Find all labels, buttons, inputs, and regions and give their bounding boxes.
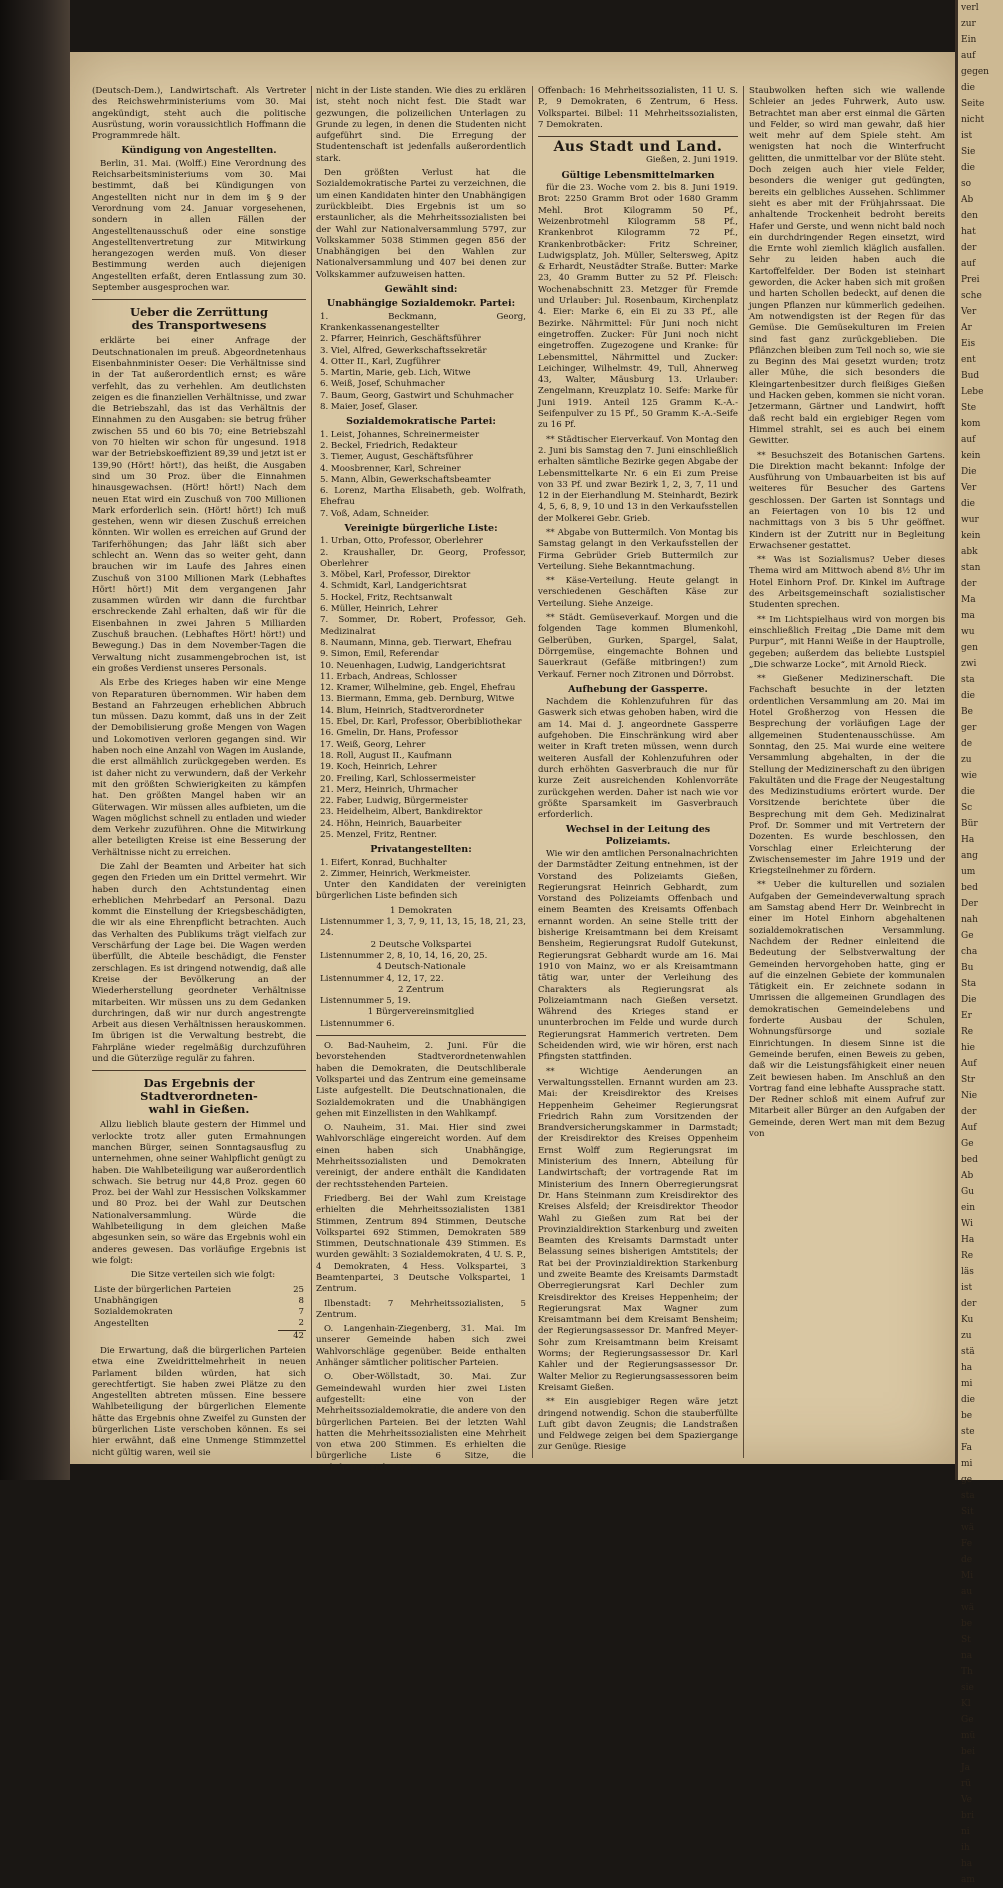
- strip-fragment: Fa: [961, 1443, 972, 1453]
- strip-fragment: Die: [961, 995, 977, 1005]
- strip-fragment: Kl: [961, 1699, 971, 1709]
- strip-fragment: Ma: [961, 595, 976, 605]
- strip-fragment: ge: [961, 1475, 973, 1485]
- strip-fragment: Eis: [961, 339, 976, 349]
- paragraph: ** Städt. Gemüseverkauf. Morgen und die folgenden Tage kommen Blumenkohl, Gelberüben, Gurken, Spargel, Salat, Dörrgemüse, eingemachte Bohnen und Sauerkraut (Gefäße mitbringen!) zum Verkauf. Ferner noch Zitronen und Dörrobst.: [538, 613, 738, 680]
- party-label: 4 Deutsch-Nationale: [376, 962, 466, 973]
- strip-fragment: mi: [961, 1379, 973, 1389]
- strip-fragment: läs: [961, 1267, 974, 1277]
- strip-fragment: die: [961, 499, 975, 509]
- list-item: 15. Ebel, Dr. Karl, Professor, Oberbibliothekar: [320, 717, 522, 728]
- paragraph: für die 23. Woche vom 2. bis 8. Juni 1919. Brot: 2250 Gramm Brot oder 1680 Gramm Mehl. Brot Kilogramm 50 Pf., Weizenbrotmehl Kilogramm 58 Pf., Krankenbrot Kilogramm 72 Pf., Krankenbrotbäcker: Fritz Schreiner, Ludwigsplatz, Joh. Müller, Seltersweg, Apitz & Erhardt, Neustädter Straße. Butter: Marke 23, 40 Gramm Butter zu 52 Pf. Fleisch: Wochenabschnitt 23. Metzger für Fremde und Urlauber: Jul. Rosenbaum, Kirchenplatz 4. Eier: Marke 6, ein Ei zu 33 Pf., alle Bezirke. Nährmittel: Für Juni noch nicht eingetroffen. Zucker: Für Juni noch nicht eingetroffen. Zugezogene und Kranke: für Lebensmittel, Nährmittel und Zucker: Leichinger, Wilhelmstr. 49, Tull, Ahnerweg 43, Walter, Mäusburg 13. Urlauber: Zengelmann, Kreuzplatz 10. Seife: Marke für Juni 1919. Anteil 125 Gramm K.-A.-Seifenpulver zu 15 Pf., 50 Gramm K.-A.-Seife zu 16 Pf.: [538, 183, 738, 431]
- separator: [92, 299, 306, 300]
- paragraph: ** Ein ausgiebiger Regen wäre jetzt dringend notwendig. Schon die stauberfüllte Luft gibt davon Zeugnis; die Landstraßen und Feldwege zeigen bei dem Spaziergange zur Genüge. Riesige: [538, 1397, 738, 1453]
- strip-fragment: hat: [961, 227, 976, 237]
- list-item: 2. Pfarrer, Heinrich, Geschäftsführer: [320, 334, 481, 345]
- strip-fragment: Ku: [961, 1315, 974, 1325]
- list-item: 4. Moosbrenner, Karl, Schreiner: [320, 463, 461, 474]
- strip-fragment: Ge: [961, 1139, 974, 1149]
- strip-fragment: na: [961, 1651, 973, 1661]
- strip-fragment: stan: [961, 563, 981, 573]
- paragraph: ** Besuchszeit des Botanischen Gartens. Die Direktion macht bekannt: Infolge der Ausführung von Umbauarbeiten ist bis auf weiteres für Besucher des Gartens geschlossen. Der Garten ist Sonntags und an Feiertagen von 10 bis 12 und nachmittags von 3 bis 5 Uhr geöffnet. Kindern ist der Zutritt nur in Begleitung Erwachsener gestattet.: [749, 450, 945, 551]
- strip-fragment: stä: [961, 1347, 975, 1357]
- strip-fragment: die: [961, 1395, 975, 1405]
- strip-fragment: um: [961, 867, 976, 877]
- strip-fragment: sta: [961, 1491, 975, 1501]
- list-item: 18. Roll, August II., Kaufmann: [320, 750, 452, 761]
- headline-line: wahl in Gießen.: [148, 1102, 250, 1117]
- subheading: Gültige Lebensmittelmarken: [561, 169, 715, 181]
- strip-fragment: Ve: [961, 1795, 972, 1805]
- list-item: 5. Hockel, Fritz, Rechtsanwalt: [320, 592, 453, 603]
- paragraph: Die Zahl der Beamten und Arbeiter hat sich gegen den Frieden um ein Drittel vermehrt. Wir haben durch den Achtstundentag einen erheblichen Mehrbedarf an Personal. Dazu kommt die Einstellung der Kriegsbeschädigten, die wir als eine Ehrenpflicht betrachten. Auch das Verhalten des Publikums trägt vielfach zur Verschärfung der Lage bei. Die Wagen werden überfüllt, die Abteile beschädigt, die Fenster zerschlagen. Es ist dringend notwendig, daß alle Kreise der Bevölkerung an der Wiederherstellung geordneter Verhältnisse mitarbeiten. Wir müssen uns zu dem Gedanken durchringen, daß wir nur durch angestrengte Arbeit aus diesen Verhältnissen herauskommen. Im übrigen ist die Verwaltung bestrebt, die Fahrpläne wieder regelmäßig durchzuführen und die Güterzüge regulär zu fahren.: [92, 862, 306, 1065]
- paragraph: Als Erbe des Krieges haben wir eine Menge von Reparaturen übernommen. Wir haben dem Bestand an Fahrzeugen erheblichen Abbruch tun müssen. Dazu kommt, daß uns in der Zeit der Demobilisierung große Mengen von Wagen und Lokomotiven verloren gegangen sind. Wir haben noch eine Anzahl von Wagen im Auslande, die erst allmählich zurückgegeben werden. Es ist daher nicht zu verwundern, daß der Verkehr mit den größten Schwierigkeiten zu kämpfen hat. Den größten Mangel haben wir an Güterwagen. Wir müssen alles aufbieten, um die Wagen möglichst schnell zu entladen und wieder dem Verkehr zuzuführen. Ohne die Mitwirkung aller beteiligten Kreise ist eine Besserung der Verhältnisse nicht zu erreichen.: [92, 678, 306, 858]
- strip-fragment: den: [961, 211, 978, 221]
- strip-fragment: bei: [961, 1747, 975, 1757]
- strip-fragment: be: [961, 1411, 973, 1421]
- strip-fragment: die: [961, 163, 975, 173]
- strip-fragment: mi: [961, 1459, 973, 1469]
- strip-fragment: bri: [961, 1811, 974, 1821]
- list-item: 10. Neuenhagen, Ludwig, Landgerichtsrat: [320, 660, 506, 671]
- strip-fragment: Sc: [961, 803, 973, 813]
- party-cell: Angestellten: [94, 1318, 149, 1329]
- seat-total-cell: 42: [278, 1330, 306, 1342]
- dateline: Gießen, 2. Juni 1919.: [645, 155, 738, 166]
- paragraph: ** Im Lichtspielhaus wird von morgen bis einschließlich Freitag „Die Dame mit dem Purpur“, mit Hanni Weiße in der Hauptrolle, gegeben; außerdem das beliebte Lustspiel „Die schwarze Locke“, mit Arnold Rieck.: [749, 614, 945, 670]
- strip-fragment: Ab: [961, 195, 974, 205]
- party-label: 2 Deutsche Volkspartei: [370, 939, 472, 950]
- strip-fragment: Ein: [961, 35, 977, 45]
- list-item: 6. Müller, Heinrich, Lehrer: [320, 604, 438, 615]
- strip-fragment: Be: [961, 707, 973, 717]
- strip-fragment: abk: [961, 547, 978, 557]
- strip-fragment: Ver: [961, 483, 977, 493]
- strip-fragment: Der: [961, 899, 978, 909]
- strip-fragment: der: [961, 579, 977, 589]
- strip-fragment: Seite: [961, 99, 985, 109]
- strip-fragment: Re: [961, 1251, 974, 1261]
- list-numbers: Listennummer 2, 8, 10, 14, 16, 20, 25.: [320, 950, 488, 961]
- strip-fragment: gegen: [961, 67, 989, 77]
- party-cell: Sozialdemokraten: [94, 1307, 173, 1318]
- list-numbers: Listennummer 1, 3, 7, 9, 11, 13, 15, 18, 21, 23, 24.: [320, 917, 526, 939]
- list-item: 20. Freiling, Karl, Schlossermeister: [320, 773, 476, 784]
- strip-fragment: cha: [961, 947, 978, 957]
- strip-fragment: Fe: [961, 1539, 973, 1549]
- strip-fragment: bed: [961, 883, 978, 893]
- subheading: Unabhängige Sozialdemokr. Partei:: [326, 298, 516, 310]
- paragraph: ** Käse-Verteilung. Heute gelangt in verschiedenen Geschäften Käse zur Verteilung. Siehe Anzeige.: [538, 576, 738, 609]
- list-item: 3. Viel, Alfred, Gewerkschaftssekretär: [320, 345, 487, 356]
- paragraph: Nachdem die Kohlenzufuhren für das Gaswerk sich etwas gehoben haben, wird die am 14. Mai d. J. angeordnete Gassperre aufgehoben. Die Einschränkung wird aber weiter in Kraft treten müssen, wenn durch weiteren Ausfall der Kohlenzufuhren oder durch erhöhten Gasverbrauch die nur für kurze Zeit ausreichenden Kohlenvorräte zurückgehen werden. Daher ist nach wie vor größte Sparsamkeit im Gasverbrauch erforderlich.: [538, 697, 738, 821]
- strip-fragment: de: [961, 1555, 973, 1565]
- headline: [92, 1077, 306, 1116]
- strip-fragment: der: [961, 243, 977, 253]
- table-row: [92, 1296, 306, 1307]
- list-item: 7. Sommer, Dr. Robert, Professor, Geh. Medizinalrat: [320, 615, 526, 637]
- paragraph: Den größten Verlust hat die Sozialdemokratische Partei zu verzeichnen, die um einen Kandidaten hinter den Unabhängigen zurückbleibt. Dies Ergebnis ist um so erstaunlicher, als die Mehrheitssozialisten bei der Wahl zur Nationalversammlung 5797, zur Volkskammer 5038 Stimmen gegen 856 der Unabhängigen bei den Wahlen zur Nationalversammlung und 407 bei denen zur Volkskammer aufzuweisen hatten.: [316, 168, 526, 280]
- headline: Kündigung von Angestellten.: [121, 145, 277, 157]
- strip-fragment: Ste: [961, 403, 977, 413]
- strip-fragment: ent: [961, 355, 976, 365]
- list-item: 19. Koch, Heinrich, Lehrer: [320, 762, 437, 773]
- strip-fragment: wu: [961, 627, 975, 637]
- headline-line: des Transportwesens: [131, 318, 267, 333]
- subheading: Vereinigte bürgerliche Liste:: [344, 522, 498, 534]
- paragraph: Die Erwartung, daß die bürgerlichen Parteien etwa eine Zweidrittelmehrheit in neuen Parlament bilden würden, hat sich gerechtfertigt. Sie haben zwei Plätze zu den Angestellten abtreten müssen. Eine bessere Wahlbeteiligung der bürgerlichen Elemente hätte das Ergebnis ohne Zweifel zu Gunsten der bürgerlichen Liste verschoben können. Es sei hier erwähnt, daß eine Unmenge Stimmzettel nicht gültig waren, weil sie: [92, 1345, 306, 1458]
- party-cell: Unabhängigen: [94, 1295, 158, 1306]
- strip-fragment: kein: [961, 531, 981, 541]
- paragraph: Unter den Kandidaten der vereinigten bürgerlichen Liste befinden sich: [316, 880, 526, 902]
- strip-fragment: sta: [961, 675, 975, 685]
- column-3: [538, 86, 738, 1458]
- strip-fragment: St: [961, 1635, 971, 1645]
- paragraph: Allzu lieblich blaute gestern der Himmel und verlockte trotz aller guten Ermahnungen manchen Bürger, seinen Sonntagsausflug zu unternehmen, ohne seiner Wahlpflicht genügt zu haben. Die Wahlbeteiligung war außerordentlich schwach. Sie betrug nur 44,8 Proz. gegen 60 Proz. bei der Wahl zur Hessischen Volkskammer und 80 Proz. bei der Wahl zur Deutschen Nationalversammlung. Würde die Wahlbeteiligung in dem gleichen Maße abgesunken sein, so wäre das Ergebnis wohl ein anderes gewesen. Das vorläufige Ergebnis ist wie folgt:: [92, 1120, 306, 1266]
- paragraph: Friedberg. Bei der Wahl zum Kreistage erhielten die Mehrheitssozialisten 1381 Stimmen, Zentrum 894 Stimmen, Deutsche Volkspartei 692 Stimmen, Demokraten 589 Stimmen, Deutschnationale 439 Stimmen. Es wurden gewählt: 3 Sozialdemokraten, 4 U. S. P., 4 Demokraten, 4 Hess. Volkspartei, 3 Beamtenpartei, 3 Deutsche Volkspartei, 1 Zentrum.: [316, 1193, 526, 1295]
- strip-fragment: Ver: [961, 307, 977, 317]
- strip-fragment: Ha: [961, 835, 975, 845]
- paragraph: O. Bad-Nauheim, 2. Juni. Für die bevorstehenden Stadtverordnetenwahlen haben die Demokraten, die Deutschliberale Volkspartei und das Zentrum eine gemeinsame Liste aufgestellt. Die Deutschnationalen, die Sozialdemokraten und die Unabhängigen gehen mit Einzellisten in den Wahlkampf.: [316, 1041, 526, 1119]
- strip-fragment: der: [961, 1299, 977, 1309]
- list-item: 1. Leist, Johannes, Schreinermeister: [320, 429, 480, 440]
- list-item: 13. Biermann, Emma, geb. Dernburg, Witwe: [320, 694, 515, 705]
- seat-count-cell: 7: [298, 1307, 304, 1318]
- strip-fragment: Sit: [961, 1507, 974, 1517]
- strip-fragment: Re: [961, 1027, 974, 1037]
- candidate-list: [316, 430, 526, 520]
- table-total-row: [92, 1330, 306, 1342]
- list-item: 14. Blum, Heinrich, Stadtverordneter: [320, 705, 484, 716]
- strip-fragment: so: [961, 179, 972, 189]
- list-item: 6. Weiß, Josef, Schuhmacher: [320, 379, 445, 390]
- paragraph: nicht in der Liste standen. Wie dies zu erklären ist, steht noch nicht fest. Die Stadt war gezwungen, die polizeilichen Unterlagen zu Grunde zu legen, in denen die Studenten nicht aufgeführt sind. Die Erregung der Studentenschaft ist jedenfalls außerordentlich stark.: [316, 86, 526, 164]
- list-item: 24. Höhn, Heinrich, Bauarbeiter: [320, 818, 462, 829]
- strip-fragment: die: [961, 787, 975, 797]
- list-numbers: Listennummer 4, 12, 17, 22.: [320, 973, 444, 984]
- strip-fragment: zu: [961, 1331, 972, 1341]
- list-item: 8. Maier, Josef, Glaser.: [320, 402, 418, 413]
- paragraph: ** Ueber die kulturellen und sozialen Aufgaben der Gemeindeverwaltung sprach am Samstag abend Herr Dr. Weinbrecht in einer im Hotel Einhorn abgehaltenen sozialdemokratischen Versammlung. Nachdem der Redner einleitend die Bedeutung der Selbstverwaltung der Gemeinden hervorgehoben hatte, ging er auf die einzelnen Gebiete der kommunalen Tätigkeit ein. Er zeichnete sodann in Umrissen die allgemeinen Grundlagen des demokratischen Gemeindelebens und forderte Ausbau der Schulen, Wohnungsfürsorge und soziale Einrichtungen. In diesem Sinne ist die Gemeinde berufen, einen Beweis zu geben, daß wir die Leistungsfähigkeit einer neuen Zeit bewiesen haben. Im Anschluß an den Vortrag fand eine lebhafte Aussprache statt. Der Redner schloß mit einem Aufruf zur Mitarbeit aller Bürger an den Aufgaben der Gemeinde, deren Wert man mit dem Bezug von: [749, 880, 945, 1140]
- list-item: 1. Beckmann, Georg, Krankenkassenangestellter: [320, 311, 526, 333]
- list-item: 7. Voß, Adam, Schneider.: [320, 508, 430, 519]
- paragraph: O. Ober-Wöllstadt, 30. Mai. Zur Gemeindewahl wurden hier zwei Listen aufgestellt: eine von der Mehrheitssozialdemokratie, die andere von den bürgerlichen Parteien. Bei der letzten Wahl hatten die Mehrheitssozialisten eine Mehrheit von etwa 200 Stimmen. Es erhielten die bürgerliche Liste 6 Sitze, die Mehrheitssozialisten 6 Sitze.: [316, 1372, 526, 1473]
- strip-fragment: Sta: [961, 979, 977, 989]
- strip-fragment: Ab: [961, 1171, 974, 1181]
- strip-fragment: de: [961, 739, 973, 749]
- paragraph: O. Langenhain-Ziegenberg, 31. Mai. Im unserer Gemeinde haben sich zwei Wahlvorschläge gegenüber. Beide enthalten Anhänger sämtlicher politischer Parteien.: [316, 1324, 526, 1369]
- strip-fragment: Ge: [961, 1715, 974, 1725]
- subheading: Gewählt sind:: [384, 284, 458, 296]
- strip-fragment: zu: [961, 755, 972, 765]
- strip-fragment: Bud: [961, 371, 980, 381]
- strip-fragment: zwi: [961, 659, 977, 669]
- strip-fragment: Nie: [961, 1091, 978, 1101]
- list-item: 9. Simon, Emil, Referendar: [320, 649, 439, 660]
- strip-fragment: mü: [961, 1731, 976, 1741]
- separator: [92, 1070, 306, 1071]
- list-item: 4. Schmidt, Karl, Landgerichtsrat: [320, 581, 467, 592]
- strip-fragment: Die: [961, 467, 977, 477]
- list-item: 3. Tiemer, August, Geschäftsführer: [320, 452, 473, 463]
- list-item: 2. Beckel, Friedrich, Redakteur: [320, 440, 458, 451]
- book-binding-edge: [0, 0, 70, 1480]
- strip-fragment: auf: [961, 435, 976, 445]
- list-item: 11. Erbach, Andreas, Schlosser: [320, 671, 457, 682]
- strip-fragment: Auf: [961, 1059, 977, 1069]
- strip-fragment: kom: [961, 419, 981, 429]
- strip-fragment: wä: [961, 1603, 975, 1613]
- strip-fragment: ger: [961, 723, 977, 733]
- seat-count-cell: 8: [298, 1295, 304, 1306]
- strip-fragment: Gu: [961, 1187, 974, 1197]
- seat-count-cell: 25: [293, 1284, 304, 1295]
- subheading: Wechsel in der Leitung des Polizeiamts.: [565, 824, 711, 847]
- strip-fragment: Prei: [961, 275, 980, 285]
- column-rule: [532, 86, 533, 1458]
- paragraph: Wie wir den amtlichen Personalnachrichten der Darmstädter Zeitung entnehmen, ist der Vorstand des Polizeiamts Gießen, Regierungsrat Heinrich Gebhardt, zum Vorstand des Polizeiamts Offenbach und einem Beamten des Kreisamts Offenbach ernannt worden. An seine Stelle tritt der bisherige Kreisamtmann bei dem Kreisamt Bensheim, Regierungsrat Rudolf Gutekunst, Regierungsrat Gebhardt wurde am 16. Mai 1910 von Mainz, wo er als Kreisamtmann tätig war, unter der Verleihung des Charakters als Regierungsrat als Polizeiamtmann nach Gießen versetzt. Während des Krieges stand er ununterbrochen im Felde und wurde durch Regierungsrat Hammerich vertreten. Dem Scheidenden wird, wie wir hören, erst nach Pfingsten stattfinden.: [538, 849, 738, 1063]
- column-4: [749, 86, 945, 1458]
- column-rule: [743, 86, 744, 1458]
- strip-fragment: sie: [961, 1683, 974, 1693]
- strip-fragment: Ar: [961, 323, 972, 333]
- strip-fragment: die: [961, 691, 975, 701]
- separator: [316, 1035, 526, 1036]
- headline-line: Das Ergebnis der Stadtverordneten-: [140, 1076, 258, 1104]
- strip-fragment: ih: [961, 1843, 970, 1853]
- strip-fragment: auf: [961, 259, 976, 269]
- list-numbers: Listennummer 5, 19.: [320, 996, 411, 1007]
- candidate-list: [316, 858, 526, 881]
- list-item: 4. Otter II., Karl, Zugführer: [320, 356, 441, 367]
- strip-fragment: bed: [961, 1155, 978, 1165]
- strip-fragment: gen: [961, 643, 978, 653]
- strip-fragment: nah: [961, 915, 978, 925]
- adjacent-page-text: [958, 0, 1003, 1888]
- strip-fragment: Ja: [961, 1763, 970, 1773]
- strip-fragment: Mi: [961, 1571, 974, 1581]
- seats-table: [92, 1285, 306, 1342]
- list-item: 5. Martin, Marie, geb. Lich, Witwe: [320, 368, 471, 379]
- table-row: [92, 1318, 306, 1330]
- strip-fragment: Wi: [961, 1219, 973, 1229]
- strip-fragment: rü: [961, 1779, 972, 1789]
- subheading: Privatangestellten:: [370, 844, 472, 856]
- list-numbers: Listennummer 6.: [320, 1018, 395, 1029]
- strip-fragment: hie: [961, 1043, 976, 1053]
- list-item: 17. Weiß, Georg, Lehrer: [320, 739, 426, 750]
- seat-count-cell: 2: [298, 1318, 304, 1329]
- list-item: 8. Naumann, Minna, geb. Tierwart, Ehefrau: [320, 637, 512, 648]
- strip-fragment: wä: [961, 1523, 975, 1533]
- party-label: 2 Zentrum: [397, 984, 445, 995]
- list-item: 7. Baum, Georg, Gastwirt und Schuhmacher: [320, 390, 514, 401]
- list-item: 6. Lorenz, Martha Elisabeth, geb. Wolfrath, Ehefrau: [320, 486, 526, 508]
- strip-fragment: ist: [961, 1283, 973, 1293]
- strip-fragment: Bür: [961, 819, 978, 829]
- strip-fragment: kein: [961, 451, 981, 461]
- strip-fragment: verl: [961, 3, 979, 13]
- list-item: 22. Faber, Ludwig, Bürgermeister: [320, 796, 468, 807]
- table-row: [92, 1307, 306, 1318]
- paragraph: Staubwolken heften sich wie wallende Schleier an jedes Fuhrwerk, Auto usw. Betrachtet man aber erst einmal die Gärten und Felder, so wird man gewahr, daß hier weit mehr auf dem Spiele steht. Am wenigsten hat noch die Winterfrucht gelitten, die unmittelbar vor der Blüte steht. Doch zeigen auch hier viele Felder, besonders die weniger gut gedüngten, bereits ein gelbliches Aussehen. Schlimmer sieht es aber mit der Frühjahrssaat. Die anhaltende Trockenheit bedroht bereits Hafer und Gerste, und wenn nicht bald noch ein durchdringender Regen einsetzt, wird die Ernte wohl ziemlich kläglich ausfallen. Sehr zu leiden haben auch die Kartoffelfelder. Der Boden ist steinhart geworden, die Acker haben sich mit großen und harten Schollen bedeckt, auf denen die jungen Pflanzen nur kümmerlich gedeihen. Am notwendigsten ist der Regen für das Gemüse. Die Gemüsekulturen im Freien sind fast ganz zurückgeblieben. Die Pflänzchen bleiben zum Teil noch so, wie sie zu Beginn des Mai gesetzt wurden; trotz aller Mühe, die sich besonders die Kleingartenbesitzer durch fleißiges Gießen und Hacken geben, kommen sie nicht voran. Jetzermann, Gärtner und Landwirt, hofft daß recht bald ein ergiebiger Regen vom Himmel strahlt, sei es auch bei einem Gewitter.: [749, 86, 945, 447]
- adjacent-page-strip: [955, 0, 1003, 1885]
- strip-fragment: ha: [961, 1363, 973, 1373]
- paragraph: erklärte bei einer Anfrage der Deutschnationalen im preuß. Abgeordnetenhaus Eisenbahnminister Oeser: Die Verhältnisse sind in der Tat außerordentlich ernst; es wäre verfehlt, das zu verhehlen. Am deutlichsten zeigen es die finanziellen Verhältnisse, und zwar die Betriebszahl, das ist das Verhältnis der Einnahmen zu den Ausgaben: sie betrug früher zwischen 55 und 60 bis 70; eine Betriebszahl von 70 hielten wir schon für ungesund. 1918 war der Betriebskoeffizient 89,39 und jetzt ist er 139,90 (Hört! hört!), das heißt, die Ausgaben sind um 30 Proz. über die Einnahmen hinausgewachsen. (Hört! hört!) Nach dem neuen Etat wird ein Zuschuß von 700 Millionen Mark erforderlich sein. (Hört! hört!) Ich muß gestehen, wenn wir diesen Zuschuß erreichen könnten. Wir wollen es erreichen auf Grund der Tariferhöhungen; das Jahr läßt sich aber schlecht an. Wenn das so weiter geht, dann brauchen wir im Laufe des Jahres einen Zuschuß von 3100 Millionen Mark (Lebhaftes Hört! hört!) Mit dem vergangenen Jahr zusammen würden wir dann die furchtbar erschreckende Zahl erhalten, daß wir für die Eisenbahnen in zwei Jahren 5 Milliarden Zuschuß brauchen. (Lebhaftes Hört! hört!) und Bewegung.) Das in dem November-Tagen die Verwaltung nicht zusammengebrochen ist, ist ein großes Verdienst unseres Personals.: [92, 336, 306, 674]
- paragraph: ** Gießener Medizinerschaft. Die Fachschaft besuchte in der letzten ordentlichen Versammlung am 20. Mai im Hotel Großherzog von Hessen die Besprechung der vorläufigen Lage der allgemeinen Studentenausschüsse. Am Sonntag, den 25. Mai wurde eine weitere Versammlung abgehalten, in der die Stellung der Medizinerschaft zu den übrigen Fakultäten und die Frage der Neugestaltung des Medizinstudiums erörtert wurde. Der Vorsitzende berichtete über die Besprechung mit dem Geh. Medizinalrat Prof. Dr. Sommer und mit Vertretern der Dozenten. Es wurde beschlossen, den Vorschlag einer Erleichterung der Zwischensemester im Jahre 1919 und der Kriegsteilnehmer zu fördern.: [749, 674, 945, 877]
- party-number-list: [316, 906, 526, 1030]
- candidate-list: [316, 312, 526, 414]
- strip-fragment: wur: [961, 515, 979, 525]
- strip-fragment: ha: [961, 1859, 973, 1869]
- separator: [538, 136, 738, 137]
- list-item: 5. Mann, Albin, Gewerkschaftsbeamter: [320, 474, 491, 485]
- strip-fragment: Ha: [961, 1235, 975, 1245]
- strip-fragment: ma: [961, 611, 975, 621]
- column-rule: [311, 86, 312, 1458]
- strip-fragment: ste: [961, 1427, 975, 1437]
- paragraph: Berlin, 31. Mai. (Wolff.) Eine Verordnung des Reichsarbeitsministeriums vom 30. Mai bestimmt, daß bei Kündigungen von Angestellten nicht nur in dem im § 9 der Verordnung vom 24. Januar vorgesehenen, sondern in allen Fällen der Angestelltenausschuß oder eine sonstige Angestelltenvertretung zur Mitwirkung herangezogen werden muß. Von dieser Bestimmung werden auch diejenigen Angestellten erfaßt, deren Entlassung zum 30. September ausgesprochen war.: [92, 158, 306, 294]
- strip-fragment: au: [961, 1587, 973, 1597]
- section-title: Aus Stadt und Land.: [553, 139, 723, 156]
- list-item: 21. Merz, Heinrich, Uhrmacher: [320, 784, 458, 795]
- strip-fragment: be: [961, 1619, 973, 1629]
- strip-fragment: Sie: [961, 147, 976, 157]
- column-1: [92, 86, 306, 1458]
- paragraph: ** Städtischer Eierverkauf. Von Montag den 2. Juni bis Samstag den 7. Juni einschließlich erhalten sämtliche Bezirke gegen Abgabe der Lebensmittelkarte Nr. 6 ein Ei zum Preise von 33 Pf. und zwar Bezirk 1, 2, 3, 7, 11 und 12 in der Eierhandlung M. Steinhardt, Bezirk 4, 5, 6, 8, 9, 10 und 13 in den Verkaufsstellen der Molkerei Gebr. Grieb.: [538, 434, 738, 524]
- strip-fragment: wie: [961, 771, 977, 781]
- paragraph: (Deutsch-Dem.), Landwirtschaft. Als Vertreter des Reichswehrministeriums vom 30. Mai angekündigt, steht auch die politische Ausrüstung, worin voraussichtlich Hoffmann die Programmrede hält.: [92, 86, 306, 142]
- column-2: [316, 86, 526, 1473]
- paragraph: Offenbach: 16 Mehrheitssozialisten, 11 U. S. P., 9 Demokraten, 6 Zentrum, 6 Hess. Volkspartei. Bilbel: 11 Mehrheitssozialisten, 7 Demokraten.: [538, 86, 738, 130]
- subheading: Sozialdemokratische Partei:: [346, 416, 496, 428]
- strip-fragment: Lebe: [961, 387, 984, 397]
- list-item: 1. Urban, Otto, Professor, Oberlehrer: [320, 536, 483, 547]
- strip-fragment: die: [961, 83, 975, 93]
- strip-fragment: der: [961, 1107, 977, 1117]
- list-item: 1. Eifert, Konrad, Buchhalter: [320, 857, 447, 868]
- strip-fragment: sche: [961, 291, 982, 301]
- headline-line: Ueber die Zerrüttung: [129, 305, 269, 320]
- list-item: 12. Kramer, Wilhelmine, geb. Engel, Ehefrau: [320, 683, 516, 694]
- list-item: 23. Heidelheim, Albert, Bankdirektor: [320, 807, 483, 818]
- paragraph: O. Nauheim, 31. Mai. Hier sind zwei Wahlvorschläge eingereicht worden. Auf dem einen haben sich Unabhängige, Mehrheitssozialisten und Demokraten vereinigt, der andere enthält die Kandidaten der rechtsstehenden Parteien.: [316, 1123, 526, 1190]
- strip-fragment: nicht: [961, 115, 985, 125]
- table-row: [92, 1285, 306, 1296]
- list-item: 3. Möbel, Karl, Professor, Direktor: [320, 570, 471, 581]
- strip-fragment: am: [961, 1875, 975, 1885]
- list-item: 2. Zimmer, Heinrich, Werkmeister.: [320, 868, 471, 879]
- newspaper-page: [70, 52, 955, 1473]
- headline: [92, 306, 306, 332]
- strip-fragment: Th: [961, 1667, 973, 1677]
- party-label: 1 Bürgervereinsmitglied: [367, 1007, 475, 1018]
- paragraph: ** Was ist Sozialismus? Ueber dieses Thema wird am Mittwoch abend 8½ Uhr im Hotel Einhorn Prof. Dr. Kinkel im Auftrage des Arbeitsgemeinschaft sozialistischer Studenten sprechen.: [749, 555, 945, 611]
- strip-fragment: Ge: [961, 931, 974, 941]
- party-cell: Liste der bürgerlichen Parteien: [94, 1284, 232, 1295]
- strip-fragment: ni: [961, 1827, 970, 1837]
- paragraph: Die Sitze verteilen sich wie folgt:: [130, 1270, 276, 1281]
- strip-fragment: Er: [961, 1011, 972, 1021]
- strip-fragment: Auf: [961, 1123, 977, 1133]
- strip-fragment: Bu: [961, 963, 974, 973]
- strip-fragment: auf: [961, 51, 976, 61]
- strip-fragment: ang: [961, 851, 978, 861]
- strip-fragment: ist: [961, 131, 973, 141]
- total-label-cell: [92, 1330, 278, 1342]
- list-item: 25. Menzel, Fritz, Rentner.: [320, 830, 437, 840]
- paragraph: ** Abgabe von Buttermilch. Von Montag bis Samstag gelangt in den Verkaufsstellen der Firma Gebrüder Grieb Buttermilch zur Verteilung. Siehe Bekanntmachung.: [538, 527, 738, 572]
- strip-fragment: ein: [961, 1203, 976, 1213]
- party-label: 1 Demokraten: [389, 905, 452, 916]
- strip-fragment: Str: [961, 1075, 976, 1085]
- strip-fragment: zur: [961, 19, 976, 29]
- paragraph: ** Wichtige Aenderungen an Verwaltungsstellen. Ernannt wurden am 23. Mai: der Kreisdirektor des Kreises Heppenheim Geheimer Regierungsrat Friedrich Rahn zum Vorsitzenden der Brandversicherungskammer in Darmstadt; der Kreisdirektor des Kreises Oppenheim Ernst Wolff zum Regierungsrat im Ministerium des Innern, Abteilung für Landwirtschaft; der vortragende Rat im Ministerium des Innern Oberregierungsrat Dr. Hans Steinmann zum Kreisdirektor des Kreises Alsfeld; der Kreisdirektor Theodor Wahl zu Gießen zum Rat bei der Provinzialdirektion Starkenburg und zweiten Beamten des Kreisamts Darmstadt unter Belassung seines bisherigen Amtstitels; der Rat bei der Provinzialdirektion Starkenburg und zweite Beamte des Kreisamts Darmstadt Oberregierungsrat Karl Dechler zum Kreisdirektor des Kreises Heppenheim; der Regierungsrat Max Wagner zum Kreisamtmann bei dem Kreisamt Bensheim; der Regierungsassessor Dr. Manfred Meyer-Sohr zum Kreisamtmann beim Kreisamt Worms; der Regierungsassessor Dr. Karl Kahler und der Regierungsassessor Dr. Walter Melior zu Regierungsassessoren beim Kreisamt Gießen.: [538, 1066, 738, 1393]
- list-item: 16. Gmelin, Dr. Hans, Professor: [320, 728, 458, 739]
- paragraph: Ilbenstadt: 7 Mehrheitssozialisten, 5 Zentrum.: [316, 1298, 526, 1320]
- candidate-list: [316, 536, 526, 841]
- subheading: Aufhebung der Gassperre.: [568, 683, 708, 695]
- list-item: 2. Kraushaller, Dr. Georg, Professor, Oberlehrer: [320, 547, 526, 569]
